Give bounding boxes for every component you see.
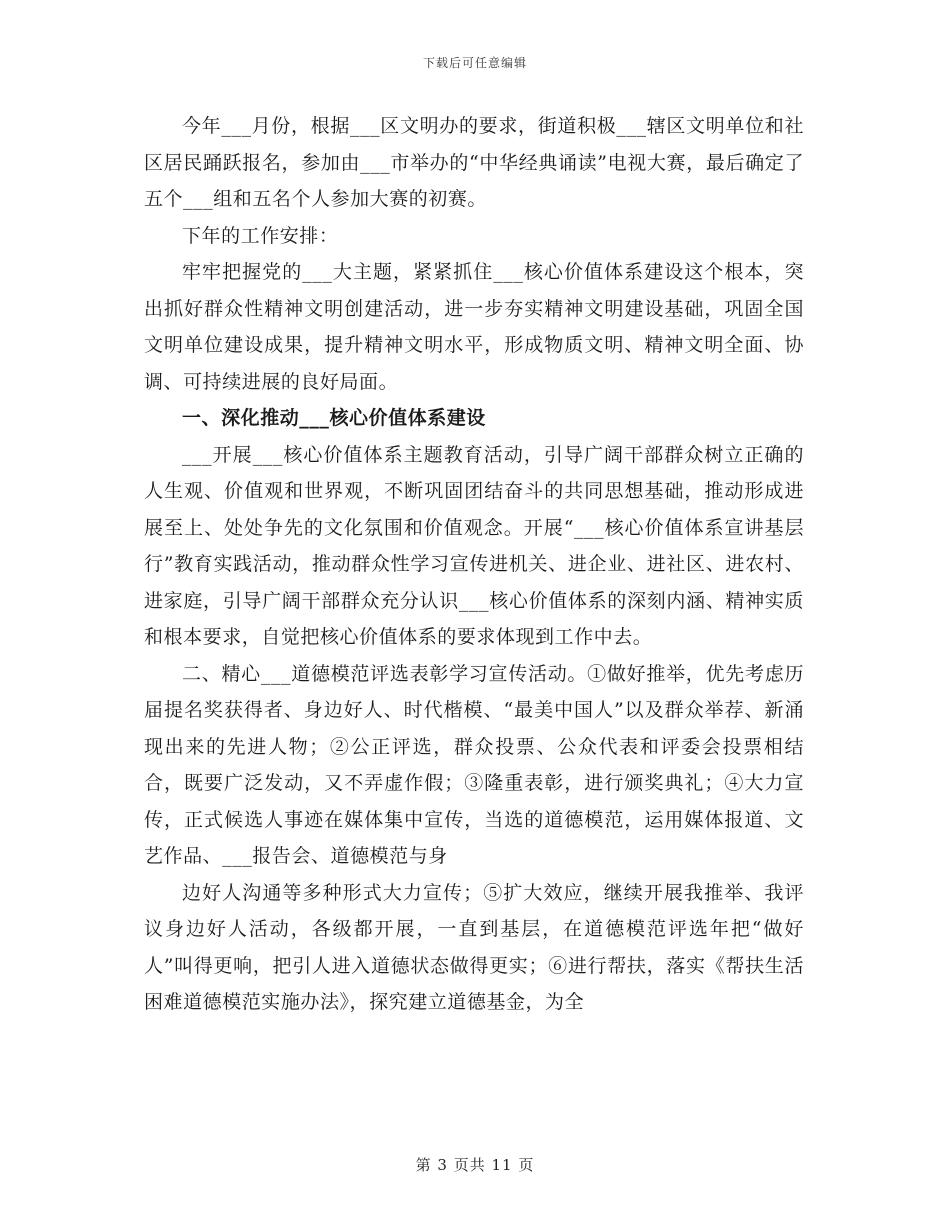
paragraph-moral-models-promotion: 边好人沟通等多种形式大力宣传；⑤扩大效应，继续开展我推举、我评议身边好人活动，各级都开展，一直到基层，在道德模范评选年把“做好人”叫得更响，把引人进入道德状态做得更实；⑥进行帮扶，落实《帮扶生活困难道德模范实施办法》，探究建立道德基金，为全 [144,881,804,1013]
paragraph-overall-goal: 牢牢把握党的___大主题，紧紧抓住___核心价值体系建设这个根本，突出抓好群众性精神文明创建活动，进一步夯实精神文明建设基础，巩固全国文明单位建设成果，提升精神文明水平，形成物质文明、精神文明全面、协调、可持续进展的良好局面。 [144,261,804,393]
document-body [144,108,804,1021]
paragraph-competition-summary: 今年___月份，根据___区文明办的要求，街道积极___辖区文明单位和社区居民踊跃报名，参加由___市举办的“中华经典诵读”电视大赛，最后确定了五个___组和五名个人参加大赛的初赛。 [144,115,804,210]
page-footer: 第 3 页共 11 页 [415,1156,535,1174]
page-header: 下载后可任意编辑 [422,56,527,70]
section-heading-core-values: 一、深化推动___核心价值体系建设 [182,407,486,429]
paragraph-core-values-education: ___开展___核心价值体系主题教育活动，引导广阔干部群众树立正确的人生观、价值观和世界观，不断巩固团结奋斗的共同思想基础，推动形成进展至上、处处争先的文化氛围和价值观念。开展“___核心价值体系宣讲基层行”教育实践活动，推动群众性学习宣传进机关、进企业、进社区、进农村、进家庭，引导广阔干部群众充分认识___核心价值体系的深刻内涵、精神实质和根本要求，自觉把核心价值体系的要求体现到工作中去。 [144,443,804,648]
paragraph-next-year-plan-label: 下年的工作安排： [182,224,339,247]
paragraph-moral-models-selection: 二、精心___道德模范评选表彰学习宣传活动。①做好推举，优先考虑历届提名奖获得者、身边好人、时代楷模、“最美中国人”以及群众举荐、新涌现出来的先进人物；②公正评选，群众投票、公众代表和评委会投票相结合，既要广泛发动，又不弄虚作假；③隆重表彰，进行颁奖典礼；④大力宣传，正式候选人事迹在媒体集中宣传，当选的道德模范，运用媒体报道、文艺作品、___报告会、道德模范与身 [144,662,804,867]
